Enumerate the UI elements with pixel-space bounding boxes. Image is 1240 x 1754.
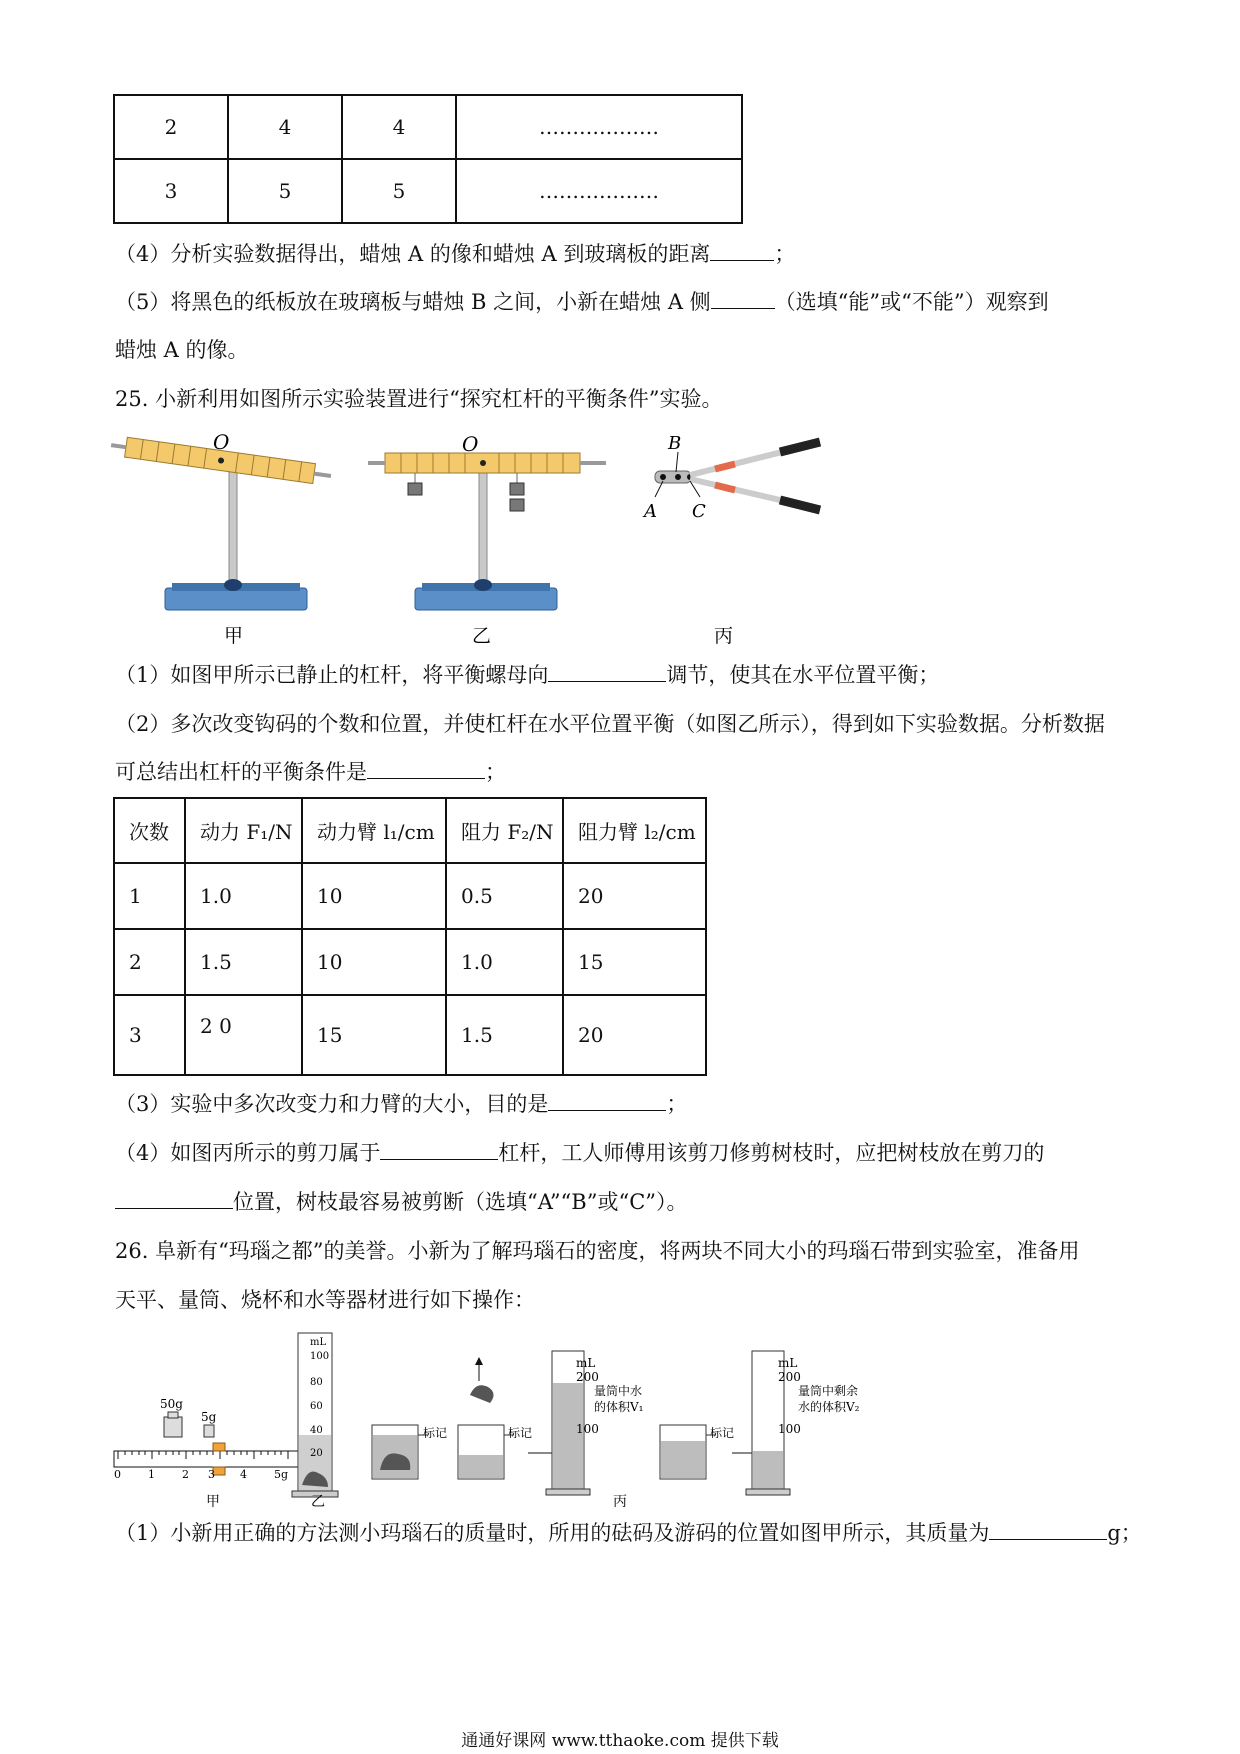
svg-text:200: 200 xyxy=(576,1370,599,1384)
svg-text:量筒中水: 量筒中水 xyxy=(594,1384,643,1398)
table-header-row: 次数 动力 F₁/N 动力臂 l₁/cm 阻力 F₂/N 阻力臂 l₂/cm xyxy=(114,798,706,863)
answer-blank[interactable] xyxy=(710,240,774,261)
table-row: 1 1.0 10 0.5 20 xyxy=(114,863,706,929)
answer-blank[interactable] xyxy=(367,758,485,779)
q24-part5-cont: 蜡烛 A 的像。 xyxy=(115,338,249,362)
q25-part4: （4）如图丙所示的剪刀属于 杠杆，工人师傅用该剪刀修剪树枝时，应把树枝放在剪刀的 xyxy=(115,1141,1045,1165)
procedure-sequence xyxy=(372,1351,860,1510)
graduated-cylinder xyxy=(292,1333,338,1510)
svg-text:40: 40 xyxy=(310,1425,323,1436)
q25-part3: （3）实验中多次改变力和力臂的大小，目的是 ； xyxy=(115,1092,688,1116)
q25-part1: （1）如图甲所示已静止的杠杆，将平衡螺母向 调节，使其在水平位置平衡； xyxy=(115,663,940,687)
table-row: 3 5 5 ……………… xyxy=(114,159,742,223)
svg-text:mL: mL xyxy=(576,1356,596,1370)
svg-text:100: 100 xyxy=(310,1351,330,1362)
q25-part4-cont: 位置，树枝最容易被剪断（选填“A”“B”或“C”）。 xyxy=(115,1187,688,1217)
svg-text:1: 1 xyxy=(148,1468,155,1481)
svg-text:3: 3 xyxy=(208,1468,215,1481)
q26-part1: （1）小新用正确的方法测小玛瑙石的质量时，所用的砝码及游码的位置如图甲所示，其质量为 g； xyxy=(115,1521,1142,1545)
balance-scale xyxy=(114,1397,298,1510)
svg-text:50g: 50g xyxy=(160,1397,183,1411)
scissors xyxy=(642,433,820,522)
svg-text:甲: 甲 xyxy=(206,1494,220,1510)
svg-text:100: 100 xyxy=(778,1422,801,1436)
answer-blank[interactable] xyxy=(711,288,775,309)
lever-figure xyxy=(110,425,850,650)
q25-part2-cont: 可总结出杠杆的平衡条件是 ； xyxy=(115,760,506,784)
svg-text:A: A xyxy=(644,501,657,522)
table-row: 3 2 0 15 1.5 20 xyxy=(114,995,706,1075)
svg-text:丙: 丙 xyxy=(613,1494,627,1510)
q26-stem: 26. 阜新有“玛瑙之都”的美誉。小新为了解玛瑙石的密度，将两块不同大小的玛瑙石带到实验室，准备用 xyxy=(115,1239,1080,1263)
svg-text:水的体积V₂: 水的体积V₂ xyxy=(798,1400,860,1414)
svg-text:标记: 标记 xyxy=(508,1426,533,1440)
svg-text:标记: 标记 xyxy=(423,1426,448,1440)
page-footer: 通通好课网 www.tthaoke.com 提供下载 xyxy=(461,1731,779,1751)
q24-part4: （4）分析实验数据得出，蜡烛 A 的像和蜡烛 A 到玻璃板的距离 ； xyxy=(115,242,796,266)
svg-text:5g: 5g xyxy=(274,1468,289,1481)
svg-text:C: C xyxy=(692,501,706,522)
svg-text:标记: 标记 xyxy=(710,1426,735,1440)
lever-jia xyxy=(110,430,332,610)
data-table xyxy=(113,797,707,1076)
q25-part2: （2）多次改变钩码的个数和位置，并使杠杆在水平位置平衡（如图乙所示），得到如下实验数据。分析数据 xyxy=(115,712,1105,736)
pivot-label: O xyxy=(213,430,230,454)
svg-text:的体积V₁: 的体积V₁ xyxy=(594,1400,644,1414)
answer-blank[interactable] xyxy=(548,1090,666,1111)
q26-stem-cont: 天平、量筒、烧杯和水等器材进行如下操作： xyxy=(115,1288,535,1312)
svg-text:5g: 5g xyxy=(201,1410,217,1424)
svg-text:4: 4 xyxy=(240,1468,247,1481)
svg-text:100: 100 xyxy=(576,1422,599,1436)
svg-text:B: B xyxy=(668,433,682,454)
svg-text:2: 2 xyxy=(182,1468,189,1481)
svg-text:0: 0 xyxy=(114,1468,121,1481)
rider xyxy=(213,1443,225,1451)
q25-stem: 25. 小新利用如图所示实验装置进行“探究杠杆的平衡条件”实验。 xyxy=(115,387,723,411)
answer-blank[interactable] xyxy=(989,1519,1107,1540)
svg-text:200: 200 xyxy=(778,1370,801,1384)
q24-part5: （5）将黑色的纸板放在玻璃板与蜡烛 B 之间，小新在蜡烛 A 侧 （选填“能”或“不能”）观察到 xyxy=(115,290,1049,314)
fig-caption-yi: 乙 xyxy=(472,625,492,647)
lever-yi xyxy=(368,432,606,610)
table-row: 2 1.5 10 1.0 15 xyxy=(114,929,706,995)
fig-caption-bing: 丙 xyxy=(714,625,734,647)
svg-text:mL: mL xyxy=(778,1356,798,1370)
svg-text:量筒中剩余: 量筒中剩余 xyxy=(798,1384,859,1398)
fig-caption-jia: 甲 xyxy=(224,625,244,647)
top-table xyxy=(113,94,743,224)
svg-text:O: O xyxy=(462,432,479,456)
answer-blank[interactable] xyxy=(115,1188,233,1209)
density-figure xyxy=(110,1325,990,1515)
svg-text:mL: mL xyxy=(310,1337,327,1348)
svg-text:20: 20 xyxy=(310,1448,323,1459)
answer-blank[interactable] xyxy=(380,1139,498,1160)
svg-text:60: 60 xyxy=(310,1401,323,1412)
svg-text:80: 80 xyxy=(310,1377,323,1388)
svg-text:乙: 乙 xyxy=(311,1494,325,1510)
table-row: 2 4 4 ……………… xyxy=(114,95,742,159)
answer-blank[interactable] xyxy=(548,661,666,682)
